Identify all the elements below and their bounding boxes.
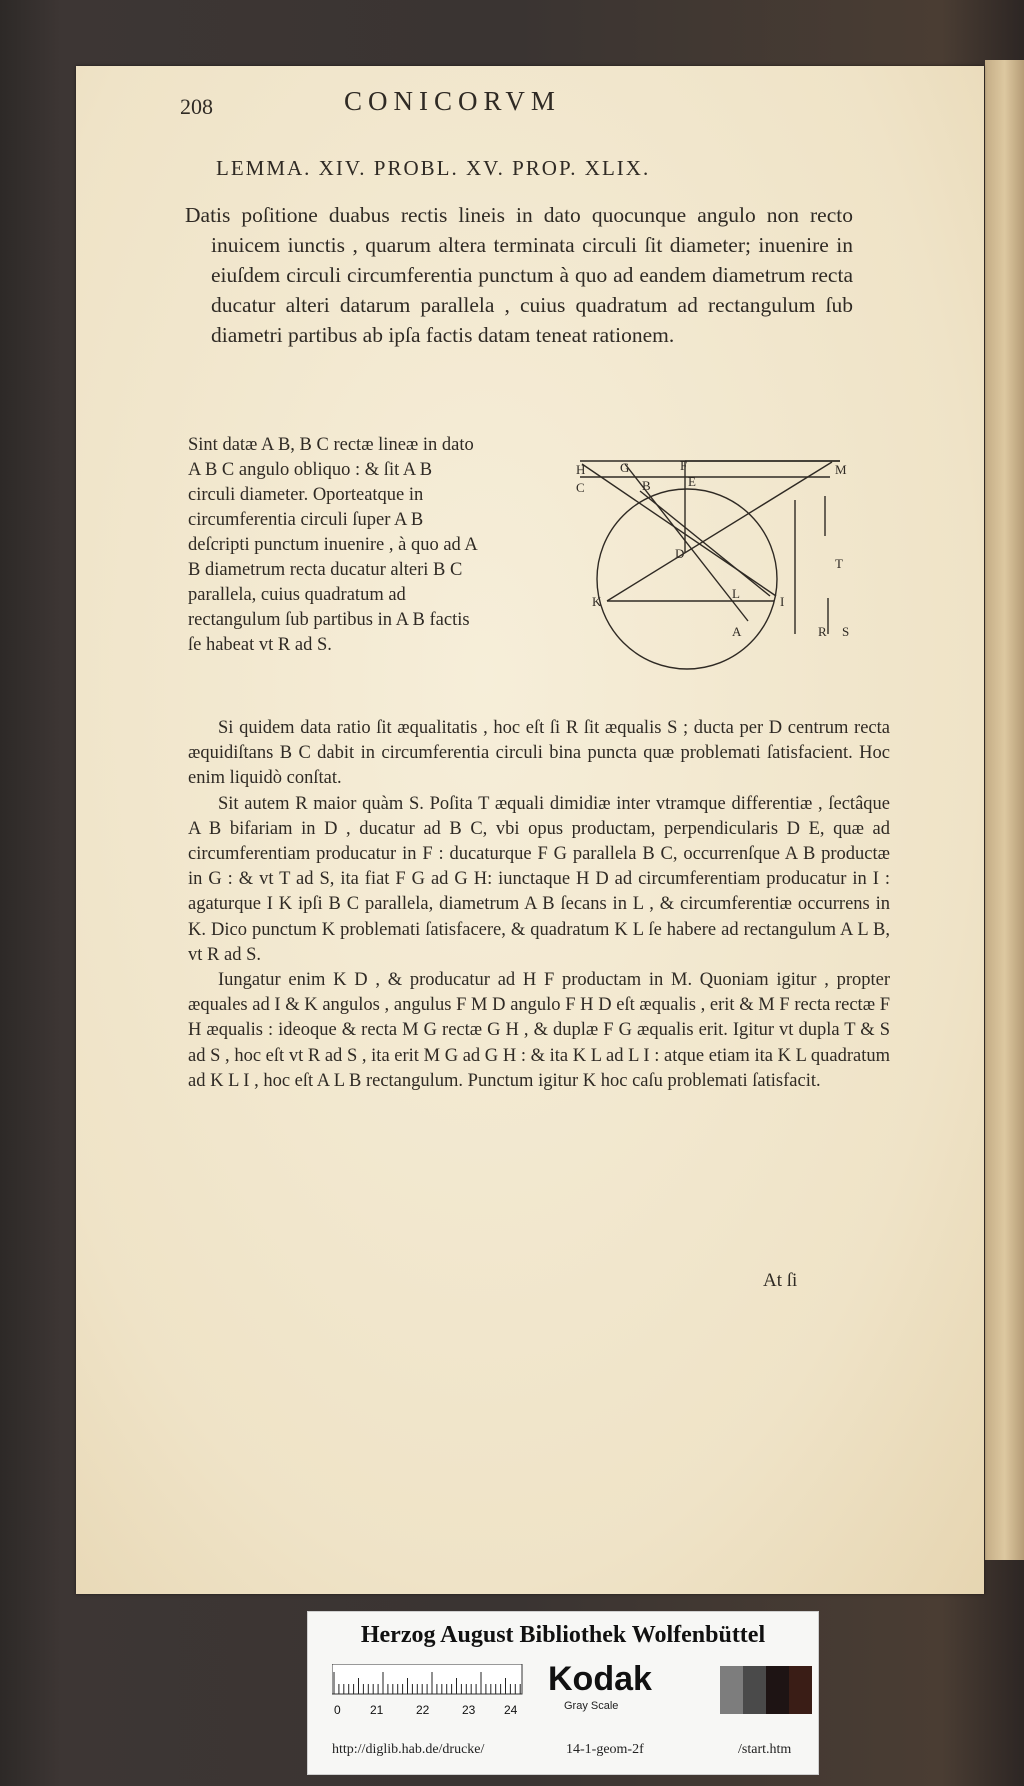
label-A: A bbox=[732, 624, 742, 639]
line-B-D bbox=[640, 491, 770, 596]
label-K: K bbox=[592, 594, 602, 609]
library-title: Herzog August Bibliothek Wolfenbüttel bbox=[360, 1622, 766, 1648]
running-head: CONICORVM bbox=[344, 86, 561, 116]
library-colorbar bbox=[307, 1611, 819, 1775]
gray-patch-3 bbox=[766, 1666, 789, 1714]
url-left: http://diglib.hab.de/drucke/ bbox=[332, 1742, 485, 1757]
paragraph-3: Iungatur enim K D , & producatur ad H F productam in M. Quoniam igitur , propter æquales ad I & K angulos , angulus F M D angulo F H D eſt æqualis , erit & M F recta rectæ F H æqualis : ideoque & recta M G rectæ G H , & duplæ F G æqualis erit. Igitur vt dupla T & S ad S , hoc eſt vt R ad S , ita erit M G ad G H : & ita K L ad L I : atque etiam ita K L quadratum ad K L I , hoc eſt A L B rectangulum. Punctum igitur K hoc caſu problemati ſatisfacit. bbox=[188, 970, 890, 1091]
label-I: I bbox=[780, 594, 785, 609]
label-L: L bbox=[732, 586, 740, 601]
ruler-number-0: 0 bbox=[334, 1703, 341, 1717]
label-F: F bbox=[680, 458, 688, 473]
url-right: /start.htm bbox=[738, 1742, 792, 1757]
paragraph-1: Si quidem data ratio ſit æqualitatis , hoc eſt ſi R ſit æqualis S ; ducta per D centrum recta æquidiſtans B C dabit in circumferentia circuli bina puncta quæ problemati ſatisfacient. Hoc enim liquidò conſtat. bbox=[188, 718, 890, 789]
label-B: B bbox=[642, 478, 651, 493]
label-D: D bbox=[675, 546, 685, 561]
gray-scale-label: Gray Scale bbox=[564, 1700, 619, 1712]
line-M-K bbox=[607, 462, 832, 601]
body-text bbox=[188, 716, 890, 1094]
geometric-figure bbox=[570, 456, 870, 696]
scale-ruler bbox=[332, 1664, 532, 1722]
gray-patches bbox=[720, 1666, 812, 1714]
enunciation: Datis poſitione duabus rectis lineis in dato quocunque angulo non recto inuicem iunctis , quarum altera terminata circuli ſit diameter; inuenire in eiuſdem circuli circumferentia punctum à quo ad eandem diametrum recta ducatur alteri datarum parallela , cuius quadratum ad rectangulum ſub diametri partibus ab ipſa factis datam teneat rationem. bbox=[185, 203, 853, 347]
label-H: H bbox=[576, 462, 586, 477]
proposition-heading: LEMMA. XIV. PROBL. XV. PROP. XLIX. bbox=[216, 156, 651, 180]
catchword: At ſi bbox=[763, 1270, 798, 1291]
label-G: G bbox=[620, 460, 630, 475]
label-M: M bbox=[835, 462, 847, 477]
next-page-edge bbox=[985, 60, 1024, 1560]
ruler-number-2: 22 bbox=[416, 1703, 430, 1717]
paragraph-2: Sit autem R maior quàm S. Poſita T æquali dimidiæ inter vtramque differentiæ , ſectâque A B bifariam in D , ducatur ad B C, vbi opus productam, perpendicularis D E, quæ ad circumferentiam producatur in F : ducaturque F G parallela B C, occurrenſque A B productæ in G : & vt T ad S, ita fiat F G ad G H: iunctaque H D ad circumferentiam producatur in I : agaturque I K ipſi B C parallela, diametrum A B ſecans in L , & circumferentiæ occurrens in K. Dico punctum K problemati ſatisfacere, & quadratum K L ſe habere ad rectangulum A L B, vt R ad S. bbox=[188, 793, 890, 965]
url-middle: 14-1-geom-2f bbox=[566, 1742, 644, 1757]
gray-patch-2 bbox=[743, 1666, 766, 1714]
kodak-logo: Kodak bbox=[548, 1660, 652, 1698]
column-text: Sint datæ A B, B C rectæ lineæ in dato A B C angulo obliquo : & ſit A B circuli diameter. Oporteatque in circumferentia circuli ſuper A B deſcripti punctum inuenire , à quo ad A B diametrum recta ducatur alteri B C parallela, cuius quadratum ad rectangulum ſub partibus in A B factis ſe habeat vt R ad S. bbox=[188, 435, 477, 655]
label-T: T bbox=[835, 556, 843, 571]
label-E: E bbox=[688, 474, 696, 489]
gray-patch-4 bbox=[789, 1666, 812, 1714]
gray-patch-1 bbox=[720, 1666, 743, 1714]
ruler-number-3: 23 bbox=[462, 1703, 476, 1717]
label-R: R bbox=[818, 624, 827, 639]
label-S: S bbox=[842, 624, 850, 639]
ruler-number-4: 24 bbox=[504, 1703, 518, 1717]
ruler-number-1: 21 bbox=[370, 1703, 384, 1717]
label-C: C bbox=[576, 480, 585, 495]
page-number: 208 bbox=[180, 94, 213, 119]
